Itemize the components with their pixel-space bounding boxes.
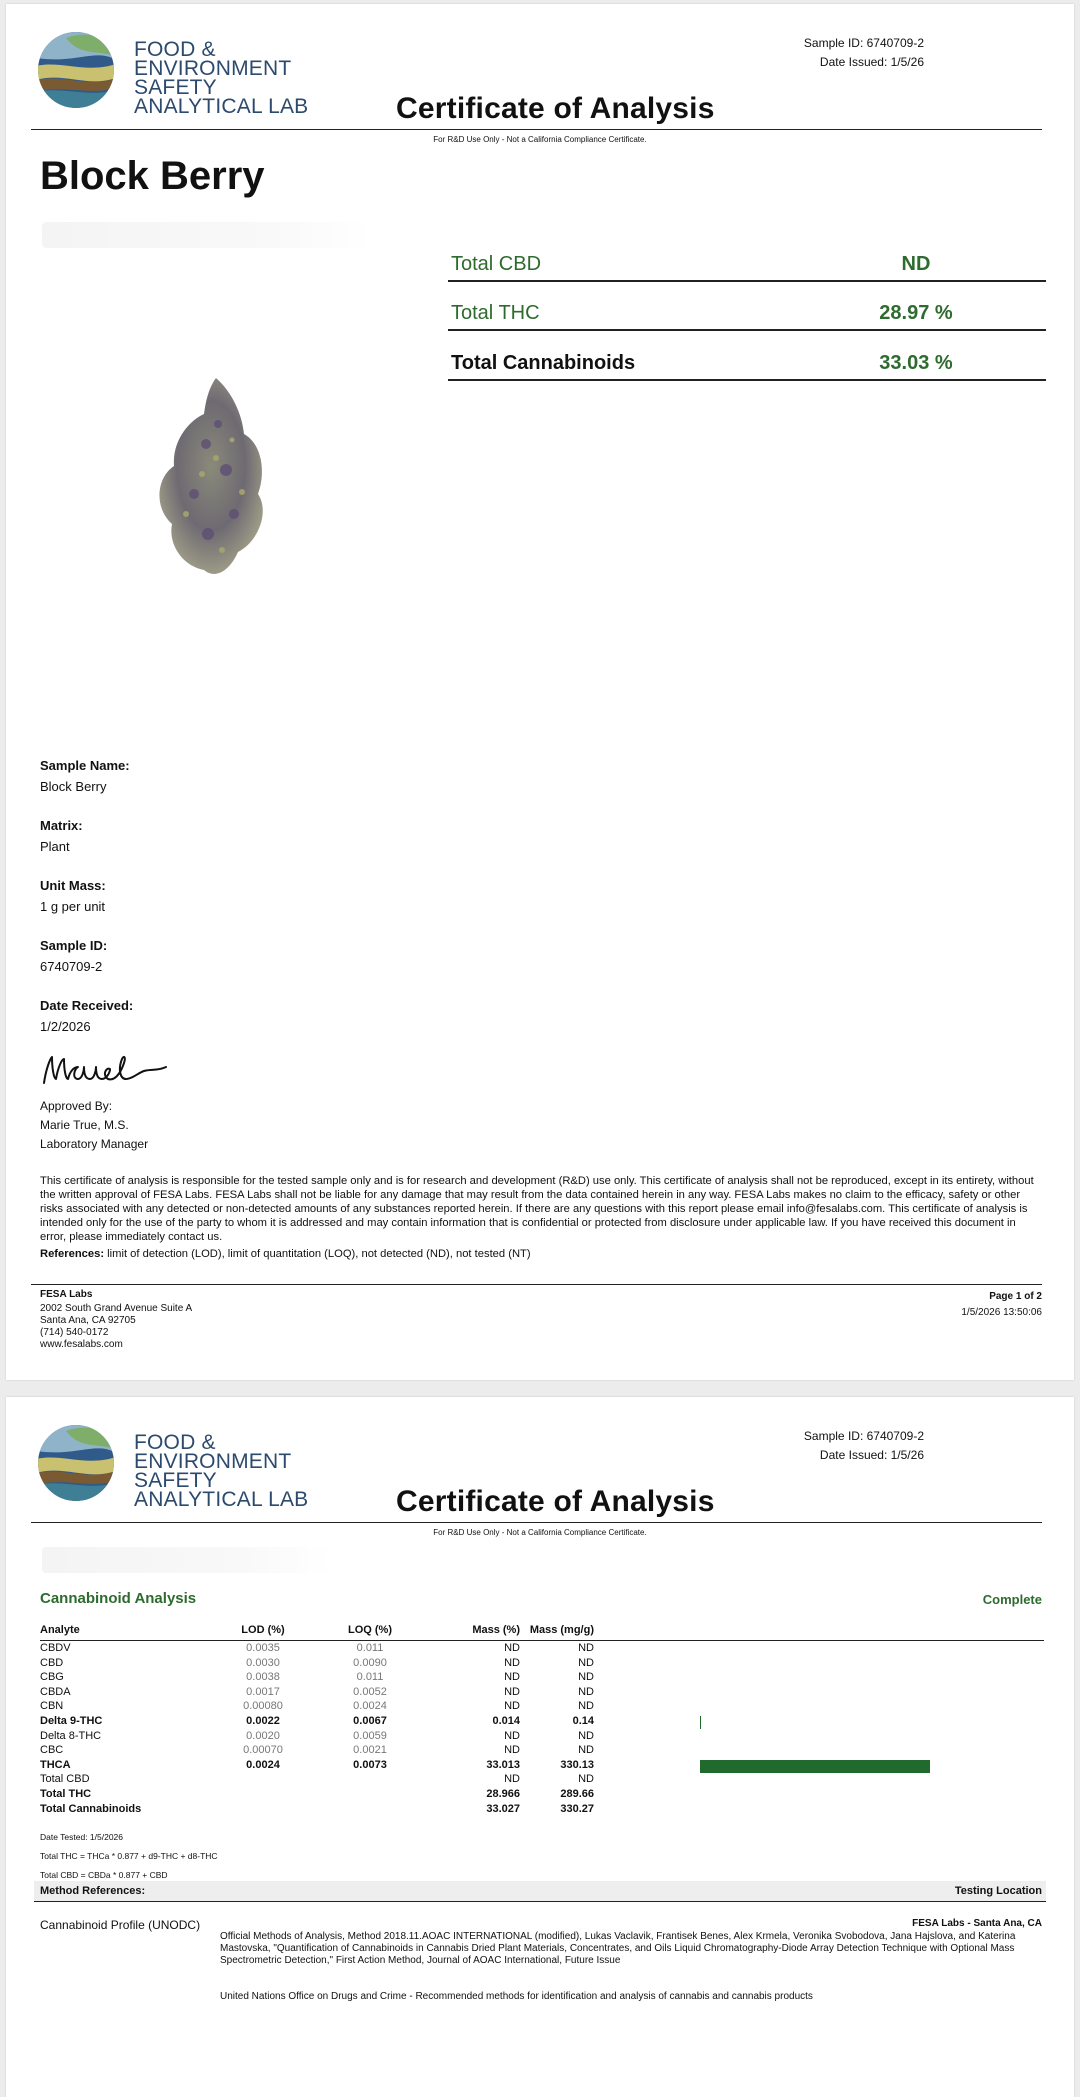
legal-text: This certificate of analysis is responsible for the tested sample only and is for research and development (R&D) use only. This certificate of analysis shall not be reproduced, except in its entirety, without the written approval of FESA Labs. FESA Labs shall not be liable for any damage that may result from the data contained herein in any way. FESA Labs makes no claim to the efficacy, safety or other risks associated with any detected or non-detected amounts of any substances reported herein. If there are any questions with this report please email info@fesalabs.com. This certificate of analysis is intended only for the use of the party to whom it is addressed and may contain information that is confidential or protected from disclosure under applicable law. If you have received this document in error, please immediately contact us. bbox=[40, 1175, 1034, 1243]
cell-analyte: Delta 9-THC bbox=[40, 1715, 103, 1727]
field-value: 6740709-2 bbox=[40, 959, 103, 974]
table-row bbox=[40, 1657, 1044, 1671]
cell-mass-mg: 330.13 bbox=[560, 1758, 594, 1771]
redacted-bar bbox=[42, 1547, 332, 1573]
cell-loq: 0.0059 bbox=[353, 1729, 387, 1742]
references-line bbox=[40, 1247, 1040, 1261]
cell-lod: 0.0035 bbox=[246, 1642, 280, 1654]
certificate-title: Certificate of Analysis bbox=[396, 92, 715, 125]
logo-line: SAFETY bbox=[134, 76, 217, 99]
rd-disclaimer: For R&D Use Only - Not a California Compliance Certificate. bbox=[433, 1528, 647, 1537]
field-label: Date Received: bbox=[40, 998, 134, 1013]
table-row bbox=[40, 1759, 1044, 1773]
field-sample-name bbox=[40, 758, 130, 794]
lab-website: www.fesalabs.com bbox=[40, 1339, 123, 1350]
table-row bbox=[40, 1686, 1044, 1700]
coa-page-2 bbox=[6, 1397, 1074, 2097]
references-label: References: bbox=[40, 1248, 105, 1260]
cell-mass-mg: ND bbox=[578, 1671, 594, 1684]
logo-line: FOOD & bbox=[134, 38, 216, 61]
product-photo bbox=[146, 374, 286, 584]
cell-mass-mg: ND bbox=[578, 1642, 594, 1654]
cell-mass-mg: ND bbox=[578, 1744, 594, 1757]
sample-meta bbox=[804, 34, 924, 72]
lab-phone: (714) 540-0172 bbox=[40, 1327, 109, 1338]
rd-disclaimer: For R&D Use Only - Not a California Compliance Certificate. bbox=[433, 135, 647, 144]
sample-id-line: Sample ID: 6740709-2 bbox=[803, 36, 924, 50]
logo-line: FOOD & bbox=[134, 1431, 216, 1454]
logo-line: ENVIRONMENT bbox=[134, 1450, 292, 1473]
logo-line: ANALYTICAL LAB bbox=[134, 95, 309, 118]
concentration-bar-area bbox=[700, 1715, 1074, 1729]
references-text: limit of detection (LOD), limit of quantitation (LOQ), not detected (ND), not tested (NT) bbox=[107, 1248, 531, 1260]
cell-lod: 0.00070 bbox=[243, 1744, 283, 1757]
column-header-lod: LOD (%) bbox=[241, 1624, 285, 1636]
formula-total-thc: Total THC = THCa * 0.877 + d9-THC + d8-THC bbox=[40, 1851, 218, 1861]
test-notes bbox=[40, 1828, 218, 1885]
concentration-bar-area bbox=[700, 1759, 1074, 1773]
summary-value: 33.03 % bbox=[879, 352, 953, 374]
lab-logo-text bbox=[134, 40, 308, 116]
table-row bbox=[40, 1773, 1044, 1787]
redacted-bar bbox=[42, 222, 372, 248]
cell-mass-mg: ND bbox=[578, 1729, 594, 1742]
table-row bbox=[40, 1788, 1044, 1802]
lab-address bbox=[40, 1289, 192, 1351]
header-rule bbox=[31, 1522, 1042, 1523]
coa-page-1 bbox=[6, 4, 1074, 1380]
approver-signature bbox=[40, 1049, 170, 1097]
lab-logo bbox=[36, 1423, 316, 1513]
table-row bbox=[40, 1700, 1044, 1714]
certificate-title: Certificate of Analysis bbox=[396, 1485, 715, 1518]
field-value: Block Berry bbox=[40, 779, 107, 794]
method-name: Cannabinoid Profile (UNODC) bbox=[40, 1918, 201, 1932]
cell-lod: 0.0024 bbox=[246, 1758, 280, 1771]
report-timestamp: 1/5/2026 13:50:06 bbox=[961, 1307, 1042, 1318]
lab-logo-icon bbox=[36, 30, 128, 110]
cell-loq: 0.011 bbox=[356, 1671, 384, 1684]
cell-mass-mg: ND bbox=[578, 1773, 594, 1786]
cell-mass-mg: 0.14 bbox=[572, 1715, 594, 1727]
cell-mass-pct: 28.966 bbox=[486, 1788, 520, 1800]
product-name: Block Berry bbox=[40, 154, 265, 198]
legal-disclaimer bbox=[40, 1174, 1040, 1261]
approver-name: Marie True, M.S. bbox=[40, 1118, 129, 1132]
cell-analyte: Total Cannabinoids bbox=[40, 1802, 142, 1815]
cell-mass-mg: ND bbox=[578, 1700, 594, 1713]
address-line: 2002 South Grand Avenue Suite A bbox=[40, 1303, 193, 1314]
field-unit-mass bbox=[40, 878, 106, 914]
cell-analyte: Delta 8-THC bbox=[40, 1729, 102, 1742]
cell-mass-pct: 33.013 bbox=[486, 1758, 520, 1771]
logo-line: SAFETY bbox=[134, 1469, 217, 1492]
footer-rule bbox=[31, 1284, 1042, 1285]
concentration-bar bbox=[700, 1760, 930, 1773]
cell-analyte: Total CBD bbox=[40, 1773, 90, 1786]
column-header-loq: LOQ (%) bbox=[348, 1624, 392, 1636]
sample-id-line: Sample ID: 6740709-2 bbox=[803, 1429, 924, 1443]
lab-name: FESA Labs bbox=[40, 1289, 93, 1300]
approver-title: Laboratory Manager bbox=[40, 1137, 149, 1151]
cell-mass-mg: ND bbox=[578, 1685, 594, 1698]
cell-mass-pct: ND bbox=[504, 1700, 520, 1713]
concentration-bar bbox=[700, 1716, 701, 1729]
cell-loq: 0.0052 bbox=[353, 1685, 387, 1698]
logo-line: ANALYTICAL LAB bbox=[134, 1488, 309, 1511]
cell-mass-mg: 330.27 bbox=[560, 1802, 594, 1815]
logo-line: ENVIRONMENT bbox=[134, 57, 292, 80]
summary-label: Total THC bbox=[451, 302, 540, 324]
field-sample-id bbox=[40, 938, 107, 974]
header-rule bbox=[31, 129, 1042, 130]
cell-mass-mg: ND bbox=[578, 1656, 594, 1669]
cell-mass-pct: ND bbox=[504, 1671, 520, 1684]
column-header-mass-mg: Mass (mg/g) bbox=[529, 1624, 594, 1636]
table-row bbox=[40, 1730, 1044, 1744]
cell-analyte: CBG bbox=[40, 1671, 64, 1684]
cell-lod: 0.0030 bbox=[246, 1656, 280, 1669]
column-header-mass-pct: Mass (%) bbox=[472, 1624, 520, 1636]
field-label: Sample ID: bbox=[40, 938, 108, 953]
formula-total-cbd: Total CBD = CBDa * 0.877 + CBD bbox=[40, 1870, 168, 1880]
cell-loq: 0.0024 bbox=[353, 1700, 387, 1713]
page-number: Page 1 of 2 bbox=[989, 1291, 1042, 1302]
cell-analyte: CBN bbox=[40, 1700, 64, 1713]
analysis-status: Complete bbox=[982, 1592, 1042, 1607]
cell-loq: 0.0067 bbox=[353, 1715, 387, 1727]
summary-value: ND bbox=[901, 253, 931, 275]
field-value: 1/2/2026 bbox=[40, 1019, 91, 1034]
table-row bbox=[40, 1642, 1044, 1656]
lab-logo-icon bbox=[36, 1423, 128, 1503]
method-references-rule bbox=[34, 1901, 1046, 1902]
cell-analyte: THCA bbox=[40, 1758, 71, 1771]
lab-logo bbox=[36, 30, 316, 120]
column-header-analyte: Analyte bbox=[40, 1624, 80, 1636]
cell-mass-pct: ND bbox=[504, 1744, 520, 1757]
method-references-header bbox=[34, 1881, 1046, 1901]
cell-loq: 0.0090 bbox=[353, 1656, 387, 1669]
lab-logo-text bbox=[134, 1433, 308, 1509]
table-row bbox=[40, 1803, 1044, 1817]
table-row bbox=[40, 1744, 1044, 1758]
cell-analyte: CBDA bbox=[40, 1685, 71, 1698]
date-tested: Date Tested: 1/5/2026 bbox=[40, 1832, 124, 1842]
cell-mass-pct: ND bbox=[504, 1685, 520, 1698]
cannabinoid-table-header bbox=[40, 1624, 1044, 1641]
method-references-label: Method References: bbox=[40, 1885, 146, 1897]
summary-value: 28.97 % bbox=[879, 302, 953, 324]
cell-analyte: CBC bbox=[40, 1744, 64, 1757]
cell-loq: 0.0021 bbox=[353, 1744, 387, 1757]
field-value: 1 g per unit bbox=[40, 899, 106, 914]
summary-label: Total Cannabinoids bbox=[451, 352, 636, 374]
summary-row-total-thc bbox=[448, 299, 1046, 331]
cell-lod: 0.00080 bbox=[243, 1700, 283, 1713]
cell-mass-mg: 289.66 bbox=[560, 1788, 594, 1800]
cell-analyte: Total THC bbox=[40, 1788, 92, 1800]
method-citation: United Nations Office on Drugs and Crime - Recommended methods for identification and analysis of cannabis and cannabis products bbox=[220, 1991, 813, 2002]
field-label: Sample Name: bbox=[40, 758, 130, 773]
cell-lod: 0.0038 bbox=[246, 1671, 280, 1684]
cell-mass-pct: ND bbox=[504, 1656, 520, 1669]
cell-mass-pct: ND bbox=[504, 1773, 520, 1786]
sample-meta bbox=[804, 1427, 924, 1465]
address-line: Santa Ana, CA 92705 bbox=[40, 1315, 136, 1326]
field-label: Unit Mass: bbox=[40, 878, 106, 893]
cell-analyte: CBDV bbox=[40, 1642, 71, 1654]
table-row bbox=[40, 1715, 1044, 1729]
cell-loq: 0.011 bbox=[356, 1642, 384, 1654]
date-issued-line: Date Issued: 1/5/26 bbox=[819, 1448, 924, 1462]
cell-mass-pct: ND bbox=[504, 1642, 520, 1654]
testing-location-label: Testing Location bbox=[954, 1885, 1042, 1897]
cell-analyte: CBD bbox=[40, 1656, 64, 1669]
summary-row-total-cannabinoids bbox=[448, 349, 1046, 381]
summary-row-total-cbd bbox=[448, 250, 1046, 282]
method-location: FESA Labs - Santa Ana, CA bbox=[912, 1918, 1042, 1929]
cell-mass-pct: 0.014 bbox=[492, 1715, 520, 1727]
approved-by-label: Approved By: bbox=[40, 1099, 113, 1113]
cell-lod: 0.0017 bbox=[246, 1685, 280, 1698]
summary-label: Total CBD bbox=[451, 253, 542, 275]
cell-loq: 0.0073 bbox=[353, 1758, 387, 1771]
field-date-received bbox=[40, 998, 133, 1034]
cell-lod: 0.0022 bbox=[246, 1715, 280, 1727]
date-issued-line: Date Issued: 1/5/26 bbox=[819, 55, 924, 69]
field-value: Plant bbox=[40, 839, 70, 854]
page-info bbox=[961, 1289, 1042, 1321]
cannabinoid-section-title: Cannabinoid Analysis bbox=[40, 1590, 197, 1607]
cell-mass-pct: ND bbox=[504, 1729, 520, 1742]
field-matrix bbox=[40, 818, 83, 854]
cell-mass-pct: 33.027 bbox=[486, 1802, 520, 1815]
method-citation: Official Methods of Analysis, Method 2018.11.AOAC INTERNATIONAL (modified), Lukas Vaclavik, Frantisek Benes, Alex Krmela, Veronika Svobodova, Jana Hajslova, and Katerina Mastovska, "Quantification of Cannabinoids in Cannabis Dried Plant Materials, Concentrates, and Oils Liquid Chromatography-Diode Array Detection Technique with Optional Mass Spectrometric Detection," First Action Method, Journal of AOAC International, Future Issue bbox=[220, 1931, 1016, 1966]
approval-block bbox=[40, 1097, 148, 1154]
field-label: Matrix: bbox=[40, 818, 83, 833]
cell-lod: 0.0020 bbox=[246, 1729, 280, 1742]
table-row bbox=[40, 1671, 1044, 1685]
